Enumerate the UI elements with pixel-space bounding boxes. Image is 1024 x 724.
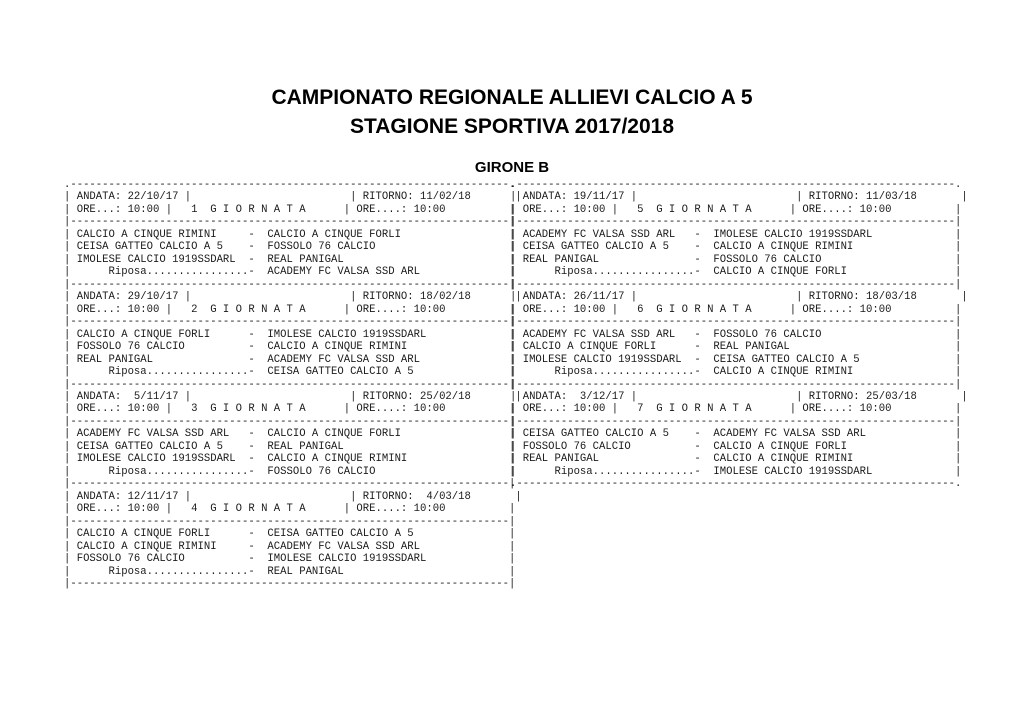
match-line: | IMOLESE CALCIO 1919SSDARL - CEISA GATTEO CALCIO A 5 | xyxy=(510,353,962,366)
match-line: | FOSSOLO 76 CALCIO - IMOLESE CALCIO 1919SSDARL | xyxy=(64,553,516,566)
frame-line: |---------------------------------------------------------------------| xyxy=(64,316,516,329)
riposa-line: | Riposa................- FOSSOLO 76 CALCIO | xyxy=(64,465,516,478)
frame-line: |---------------------------------------------------------------------| xyxy=(64,278,516,291)
frame-line: |---------------------------------------------------------------------| xyxy=(510,378,962,391)
frame-line: |---------------------------------------------------------------------| xyxy=(64,415,516,428)
page-subtitle: STAGIONE SPORTIVA 2017/2018 xyxy=(349,115,675,138)
riposa-line: | Riposa................- ACADEMY FC VALSA SSD ARL | xyxy=(64,266,516,279)
match-line: | CEISA GATTEO CALCIO A 5 - CALCIO A CINQUE RIMINI | xyxy=(510,241,962,254)
riposa-line: | Riposa................- CEISA GATTEO CALCIO A 5 | xyxy=(64,366,516,379)
round-times-line: | ORE...: 10:00 | 5 G I O R N A T A | ORE....: 10:00 | xyxy=(510,203,962,216)
frame-line: |---------------------------------------------------------------------| xyxy=(510,316,962,329)
round-block xyxy=(510,278,968,379)
match-line: | FOSSOLO 76 CALCIO - CALCIO A CINQUE FORLI | xyxy=(510,440,962,453)
round-block xyxy=(64,179,522,279)
round-times-line: | ORE...: 10:00 | 4 G I O R N A T A | ORE....: 10:00 | xyxy=(64,503,516,516)
frame-line: |---------------------------------------------------------------------| xyxy=(64,216,516,229)
schedule-area xyxy=(64,179,968,590)
riposa-line: | Riposa................- REAL PANIGAL | xyxy=(64,565,516,578)
match-line: | CALCIO A CINQUE RIMINI - ACADEMY FC VALSA SSD ARL | xyxy=(64,540,516,553)
match-line: | ACADEMY FC VALSA SSD ARL - CALCIO A CINQUE FORLI | xyxy=(64,428,516,441)
round-block xyxy=(64,378,522,479)
riposa-line: | Riposa................- IMOLESE CALCIO 1919SSDARL | xyxy=(510,465,962,478)
round-block xyxy=(64,278,522,379)
match-line: | ACADEMY FC VALSA SSD ARL - IMOLESE CALCIO 1919SSDARL | xyxy=(510,228,962,241)
match-line: | CEISA GATTEO CALCIO A 5 - ACADEMY FC VALSA SSD ARL | xyxy=(510,428,962,441)
schedule-column-right xyxy=(510,179,968,590)
match-line: | CEISA GATTEO CALCIO A 5 - REAL PANIGAL | xyxy=(64,440,516,453)
round-block xyxy=(510,179,968,279)
round-dates-line: | ANDATA: 12/11/17 | | RITORNO: 4/03/18 | xyxy=(64,490,522,503)
page-title: CAMPIONATO REGIONALE ALLIEVI CALCIO A 5 xyxy=(271,86,753,109)
frame-line: .---------------------------------------------------------------------. xyxy=(64,179,516,191)
match-line: | REAL PANIGAL - CALCIO A CINQUE RIMINI | xyxy=(510,453,962,466)
frame-line: .---------------------------------------------------------------------. xyxy=(510,478,962,491)
round-block xyxy=(510,378,968,491)
frame-line: |---------------------------------------------------------------------| xyxy=(64,578,516,590)
round-times-line: | ORE...: 10:00 | 3 G I O R N A T A | ORE....: 10:00 | xyxy=(64,403,516,416)
round-block xyxy=(64,478,522,590)
frame-line: .---------------------------------------------------------------------. xyxy=(510,179,962,191)
round-dates-line: | ANDATA: 19/11/17 | | RITORNO: 11/03/18 | xyxy=(510,191,968,204)
frame-line: |---------------------------------------------------------------------| xyxy=(510,216,962,229)
frame-line: |---------------------------------------------------------------------| xyxy=(510,278,962,291)
match-line: | CEISA GATTEO CALCIO A 5 - FOSSOLO 76 CALCIO | xyxy=(64,241,516,254)
schedule-column-left xyxy=(64,179,522,590)
match-line: | IMOLESE CALCIO 1919SSDARL - CALCIO A CINQUE RIMINI | xyxy=(64,453,516,466)
match-line: | REAL PANIGAL - FOSSOLO 76 CALCIO | xyxy=(510,253,962,266)
round-times-line: | ORE...: 10:00 | 1 G I O R N A T A | ORE....: 10:00 | xyxy=(64,203,516,216)
match-line: | IMOLESE CALCIO 1919SSDARL - REAL PANIGAL | xyxy=(64,253,516,266)
match-line: | ACADEMY FC VALSA SSD ARL - FOSSOLO 76 CALCIO | xyxy=(510,328,962,341)
round-times-line: | ORE...: 10:00 | 2 G I O R N A T A | ORE....: 10:00 | xyxy=(64,303,516,316)
frame-line: |---------------------------------------------------------------------| xyxy=(64,478,516,491)
round-dates-line: | ANDATA: 22/10/17 | | RITORNO: 11/02/18 | xyxy=(64,191,522,204)
riposa-line: | Riposa................- CALCIO A CINQUE FORLI | xyxy=(510,266,962,279)
round-times-line: | ORE...: 10:00 | 6 G I O R N A T A | ORE....: 10:00 | xyxy=(510,303,962,316)
group-heading: GIRONE B xyxy=(474,159,550,176)
match-line: | REAL PANIGAL - ACADEMY FC VALSA SSD ARL | xyxy=(64,353,516,366)
match-line: | CALCIO A CINQUE FORLI - CEISA GATTEO CALCIO A 5 | xyxy=(64,528,516,541)
round-dates-line: | ANDATA: 29/10/17 | | RITORNO: 18/02/18 | xyxy=(64,291,522,304)
round-times-line: | ORE...: 10:00 | 7 G I O R N A T A | ORE....: 10:00 | xyxy=(510,403,962,416)
frame-line: |---------------------------------------------------------------------| xyxy=(64,378,516,391)
frame-line: |---------------------------------------------------------------------| xyxy=(64,515,516,528)
match-line: | CALCIO A CINQUE FORLI - IMOLESE CALCIO 1919SSDARL | xyxy=(64,328,516,341)
match-line: | CALCIO A CINQUE RIMINI - CALCIO A CINQUE FORLI | xyxy=(64,228,516,241)
riposa-line: | Riposa................- CALCIO A CINQUE RIMINI | xyxy=(510,366,962,379)
frame-line: |---------------------------------------------------------------------| xyxy=(510,415,962,428)
match-line: | FOSSOLO 76 CALCIO - CALCIO A CINQUE RIMINI | xyxy=(64,341,516,354)
round-dates-line: | ANDATA: 3/12/17 | | RITORNO: 25/03/18 | xyxy=(510,390,968,403)
round-dates-line: | ANDATA: 26/11/17 | | RITORNO: 18/03/18 | xyxy=(510,291,968,304)
round-dates-line: | ANDATA: 5/11/17 | | RITORNO: 25/02/18 | xyxy=(64,390,522,403)
match-line: | CALCIO A CINQUE FORLI - REAL PANIGAL | xyxy=(510,341,962,354)
